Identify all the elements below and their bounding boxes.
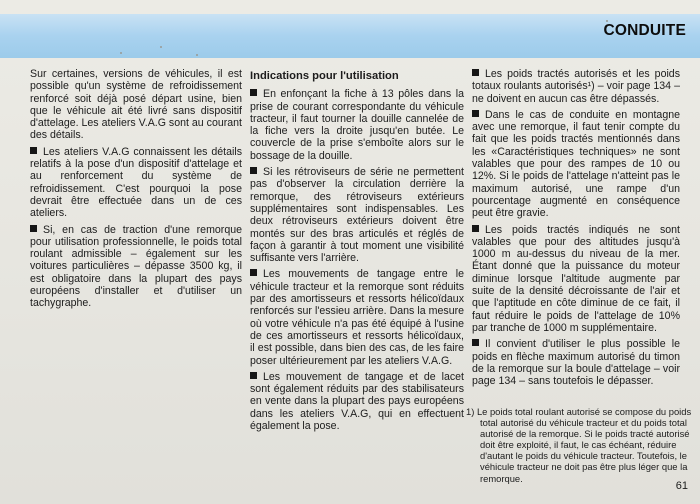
bullet-square-icon bbox=[472, 69, 479, 76]
scan-speck bbox=[160, 46, 162, 48]
section-title: CONDUITE bbox=[603, 22, 686, 39]
text-column-2 bbox=[250, 68, 464, 436]
scan-speck bbox=[606, 20, 608, 22]
footnote: 1) Le poids total roulant autorisé se compose du poids total autorisé du véhicule tracteur et du poids total autorisé de la remorque. Si le poids tracté autorisé doit être exploité, il faut, le cas échéant, réduire d'autant le poids du véhicule tracteur. Toutefois, le véhicule tracteur ne doit pas être plus léger que la remorque. bbox=[466, 406, 692, 484]
bullet-square-icon bbox=[30, 225, 37, 232]
usage-heading: Indications pour l'utilisation bbox=[250, 70, 399, 82]
bullet-square-icon bbox=[472, 339, 479, 346]
text-column-3 bbox=[472, 68, 680, 391]
bullet-square-icon bbox=[30, 147, 37, 154]
bullet-paragraph: Les ateliers V.A.G connaissent les détails relatifs à la pose d'un dispositif d'attelage et au renforcement du système de refroidissement. C'est pourquoi la pose devrait être effectuée dans un de ces ateliers. bbox=[30, 145, 242, 220]
bullet-square-icon bbox=[250, 372, 257, 379]
paragraph: Sur certaines, versions de véhicules, il est possible qu'un système de refroidissement renforcé soit déjà posé départ usine, bien que le véhicule ait été livré sans dispositif d'attelage. Les ateliers V.A.G sont au courant des détails. bbox=[30, 68, 242, 142]
bullet-square-icon bbox=[250, 167, 257, 174]
bullet-square-icon bbox=[250, 89, 257, 96]
bullet-paragraph: En enfonçant la fiche à 13 pôles dans la prise de courant correspondante du véhicule tracteur, il faut tourner la douille cannelée de la fiche vers la droite jusqu'en butée. Le couvercle de la prise s'emboîte alors sur le bossage de la douille. bbox=[250, 88, 464, 162]
bullet-paragraph: Il convient d'utiliser le plus possible le poids en flèche maximum autorisé du timon de la remorque sur la boule d'attelage – voir page 134 – sans toutefois le dépasser. bbox=[472, 338, 680, 388]
section-header-bar bbox=[0, 14, 700, 58]
bullet-paragraph: Les mouvement de tangage et de lacet sont également réduits par des stabilisateurs en vente dans la plupart des pays européens dans les ateliers V.A.G, qui en effectuent également la pose. bbox=[250, 370, 464, 433]
text-column-1 bbox=[30, 68, 242, 314]
scan-speck bbox=[196, 54, 198, 56]
page-number: 61 bbox=[675, 480, 688, 492]
bullet-paragraph: Les poids tractés autorisés et les poids totaux roulants autorisés¹) – voir page 134 – ne doivent en aucun cas être dépassés. bbox=[472, 68, 680, 105]
bullet-paragraph: Si, en cas de traction d'une remorque pour utilisation professionnelle, le poids total roulant admissible – également sur les voitures particulières – dépasse 3500 kg, il est obligatoire dans la plupart des pays européens d'installer et d'utiliser un tachygraphe. bbox=[30, 223, 242, 310]
bullet-paragraph: Si les rétroviseurs de série ne permettent pas d'observer la circulation derrière la remorque, des rétroviseurs extérieurs supplémentaires sont indispensables. Les deux rétroviseurs extérieurs doivent être montés sur des bras articulés et réglés de façon à garantir à tout moment une visibilité suffisante vers l'arrière. bbox=[250, 166, 464, 265]
bullet-paragraph: Les mouvements de tangage entre le véhicule tracteur et la remorque sont réduits par des amortisseurs et ressorts hélicoïdaux renforcés sur l'essieu arrière. Dans la mesure où votre véhicule n'a pas été équipé à l'usine de ces amortisseurs et ressorts hélicoïdaux, il est possible, dans bien des cas, de les faire poser ultérieurement par les ateliers V.A.G. bbox=[250, 268, 464, 367]
bullet-square-icon bbox=[472, 225, 479, 232]
bullet-paragraph: Les poids tractés indiqués ne sont valables que pour des altitudes jusqu'à 1000 m au-dessus du niveau de la mer. Étant donné que la puissance du moteur diminue lorsque l'altitude augmente par suite de la densité décroissante de l'air et que l'aptitude en côte diminue de ce fait, il faut réduire le poids de l'attelage de 10% par tranche de 1000 m supplémentaire. bbox=[472, 223, 680, 334]
bullet-square-icon bbox=[472, 110, 479, 117]
bullet-paragraph: Dans le cas de conduite en montagne avec une remorque, il faut tenir compte du fait que les poids tractés mentionnés dans les «Caractéristiques techniques» ne sont valables que pour des rampes de 10 ou 12%. Si le poids de l'attelage n'atteint pas le maximum autorisé, une rampe d'un pourcentage augmenté en conséquence peut être gravie. bbox=[472, 108, 680, 220]
bullet-square-icon bbox=[250, 269, 257, 276]
scan-speck bbox=[120, 52, 122, 54]
